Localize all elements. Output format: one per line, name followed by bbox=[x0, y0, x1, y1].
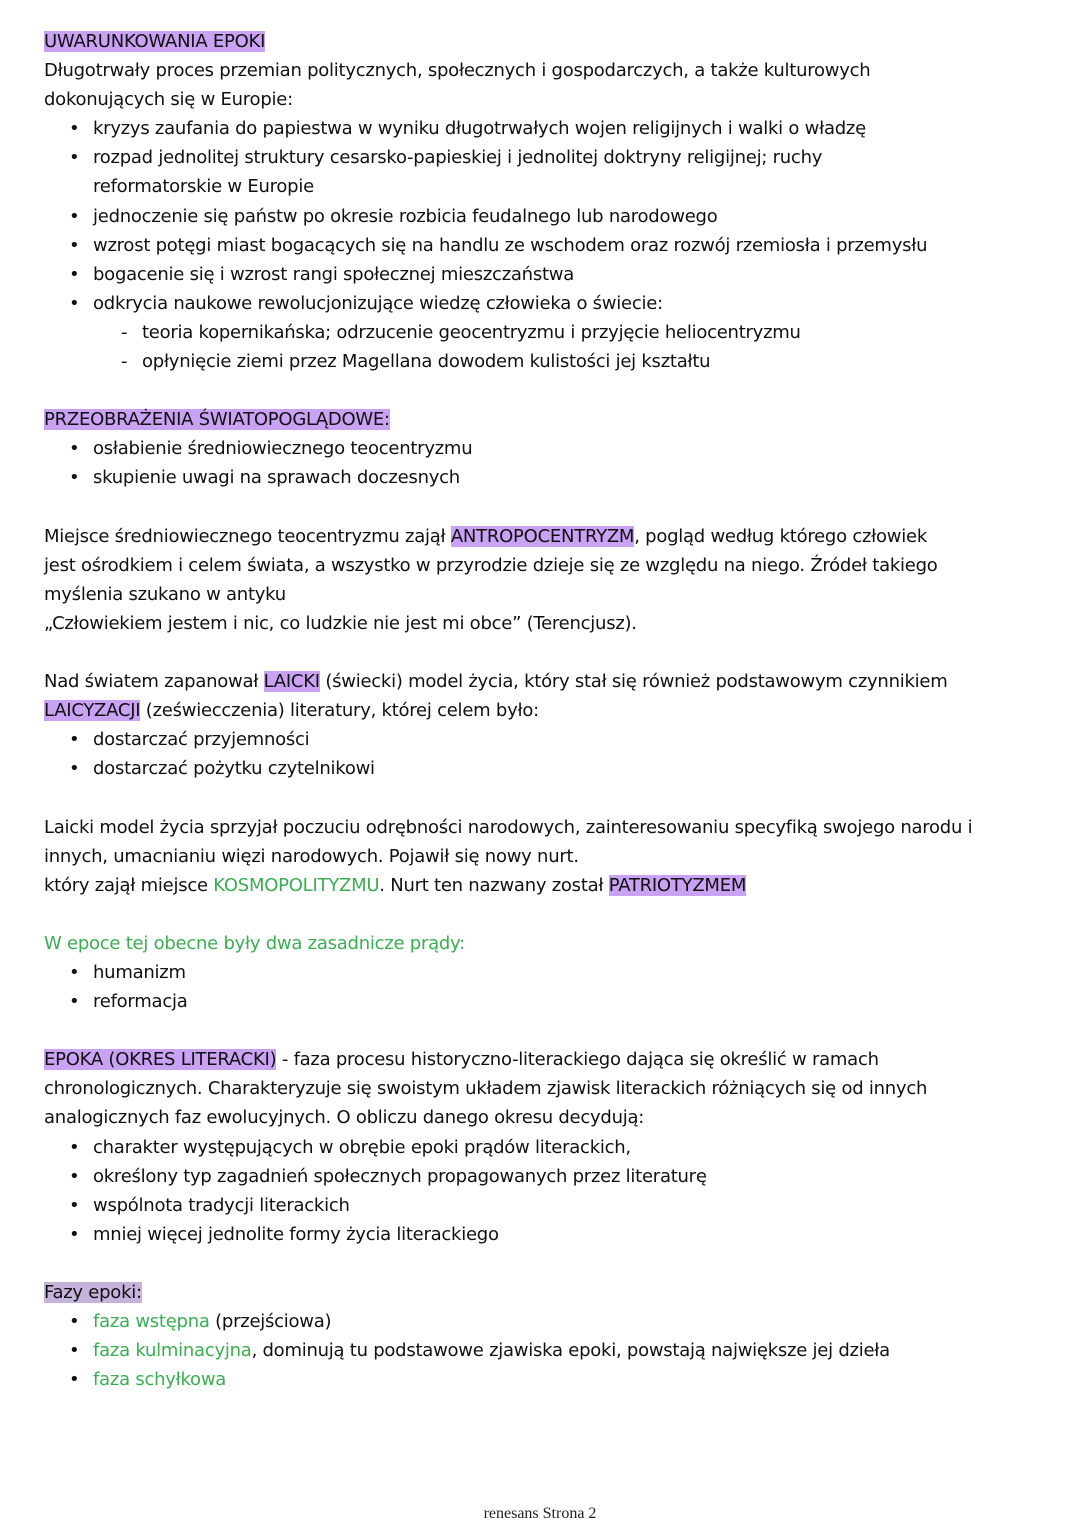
text-line bbox=[44, 405, 1064, 434]
sub-list-item bbox=[44, 347, 1064, 376]
green-text: faza schyłkowa bbox=[93, 1369, 227, 1391]
list-item bbox=[44, 958, 1064, 987]
text-line bbox=[44, 871, 1064, 900]
bullet-icon: • bbox=[69, 292, 80, 314]
list-item bbox=[44, 143, 1064, 172]
text-segment: rozpad jednolitej struktury cesarsko-papieskiej i jednolitej doktryny religijnej; ruchy bbox=[93, 147, 823, 169]
text-segment: reformatorskie w Europie bbox=[93, 176, 314, 198]
list-item bbox=[44, 1220, 1064, 1249]
text-segment: humanizm bbox=[93, 962, 186, 983]
document-body bbox=[44, 27, 1064, 1394]
blank-line bbox=[44, 376, 1064, 405]
text-segment: „Człowiekiem jestem i nic, co ludzkie nie jest mi obce” (Terencjusz). bbox=[44, 612, 637, 634]
text-line bbox=[44, 56, 1064, 85]
bullet-icon: • bbox=[69, 729, 80, 751]
bullet-icon: • bbox=[69, 991, 80, 1013]
text-segment: Nad światem zapanował bbox=[44, 671, 264, 693]
text-line bbox=[44, 813, 1064, 842]
text-line bbox=[44, 27, 1064, 56]
text-line bbox=[44, 1103, 1064, 1132]
text-segment: jest ośrodkiem i celem świata, a wszystko w przyrodzie dzieje się ze względu na niego. Źródeł takiego bbox=[44, 554, 938, 576]
text-segment: (przejściowa) bbox=[209, 1311, 332, 1333]
list-item bbox=[44, 231, 1064, 260]
highlighted-term: UWARUNKOWANIA EPOKI bbox=[44, 31, 266, 52]
text-segment: - faza procesu historyczno-literackiego dająca się określić w ramach bbox=[276, 1049, 879, 1071]
text-segment: jednoczenie się państw po okresie rozbicia feudalnego lub narodowego bbox=[93, 205, 718, 227]
highlighted-term: PATRIOTYZMEM bbox=[608, 874, 747, 896]
text-segment: dostarczać pożytku czytelnikowi bbox=[93, 758, 375, 780]
list-item bbox=[44, 202, 1064, 231]
text-segment: odkrycia naukowe rewolucjonizujące wiedzę człowieka o świecie: bbox=[93, 292, 663, 314]
text-segment: (zeświecczenia) literatury, której celem było: bbox=[140, 700, 539, 722]
blank-line bbox=[44, 1016, 1064, 1045]
text-segment: reformacja bbox=[93, 991, 188, 1013]
bullet-icon: • bbox=[69, 234, 80, 256]
bullet-icon: • bbox=[69, 1340, 80, 1362]
text-segment: . Nurt ten nazwany został bbox=[379, 874, 609, 896]
text-segment: Długotrwały proces przemian politycznych, społecznych i gospodarczych, a także kulturowych bbox=[44, 60, 871, 82]
text-segment: wspólnota tradycji literackich bbox=[93, 1194, 350, 1216]
text-segment: dokonujących się w Europie: bbox=[44, 89, 293, 111]
text-segment: osłabienie średniowiecznego teocentryzmu bbox=[93, 438, 473, 460]
text-segment: , pogląd według którego człowiek bbox=[634, 525, 928, 547]
highlighted-term: ANTROPOCENTRYZM bbox=[450, 525, 635, 547]
bullet-icon: • bbox=[69, 1311, 80, 1333]
list-item bbox=[44, 434, 1064, 463]
text-segment: mniej więcej jednolite formy życia literackiego bbox=[93, 1223, 499, 1245]
bullet-icon: • bbox=[69, 1194, 80, 1216]
text-segment: określony typ zagadnień społecznych propagowanych przez literaturę bbox=[93, 1165, 707, 1187]
highlighted-term: LAICKI bbox=[263, 671, 320, 693]
text-segment: Laicki model życia sprzyjał poczuciu odrębności narodowych, zainteresowaniu specyfiką swojego narodu i bbox=[44, 816, 973, 838]
text-segment: myślenia szukano w antyku bbox=[44, 583, 286, 605]
blank-line bbox=[44, 493, 1064, 522]
list-item bbox=[44, 754, 1064, 783]
list-item bbox=[44, 725, 1064, 754]
text-segment: który zajął miejsce bbox=[44, 874, 214, 896]
text-segment: kryzys zaufania do papiestwa w wyniku długotrwałych wojen religijnych i walki o władzę bbox=[93, 118, 866, 140]
green-text: KOSMOPOLITYZMU bbox=[213, 874, 380, 896]
text-segment: Miejsce średniowiecznego teocentryzmu zajął bbox=[44, 525, 451, 547]
text-line bbox=[44, 1045, 1064, 1074]
blank-line bbox=[44, 1249, 1064, 1278]
highlighted-term: EPOKA (OKRES LITERACKI) bbox=[44, 1049, 277, 1071]
page-footer: renesans Strona 2 bbox=[483, 1505, 597, 1522]
text-segment: dostarczać przyjemności bbox=[93, 729, 310, 751]
highlighted-term: Fazy epoki: bbox=[44, 1282, 142, 1304]
text-segment: chronologicznych. Charakteryzuje się swoistym układem zjawisk literackich różniących się od innych bbox=[44, 1078, 928, 1100]
text-line bbox=[44, 1278, 1064, 1307]
list-item bbox=[44, 260, 1064, 289]
text-line bbox=[44, 842, 1064, 871]
blank-line bbox=[44, 783, 1064, 812]
text-segment: charakter występujących w obrębie epoki prądów literackich, bbox=[93, 1136, 631, 1158]
list-item bbox=[44, 1307, 1064, 1336]
text-segment: opłynięcie ziemi przez Magellana dowodem kulistości jej kształtu bbox=[142, 351, 711, 373]
text-line bbox=[44, 551, 1064, 580]
list-item bbox=[44, 463, 1064, 492]
text-line bbox=[44, 1074, 1064, 1103]
bullet-icon: • bbox=[69, 467, 80, 489]
list-item bbox=[44, 987, 1064, 1016]
bullet-icon: • bbox=[69, 1369, 80, 1391]
list-item bbox=[44, 1365, 1064, 1394]
text-line bbox=[44, 609, 1064, 638]
text-segment: innych, umacnianiu więzi narodowych. Pojawił się nowy nurt. bbox=[44, 845, 579, 867]
text-segment: teoria kopernikańska; odrzucenie geocentryzmu i przyjęcie heliocentryzmu bbox=[142, 321, 801, 343]
bullet-icon: • bbox=[69, 1223, 80, 1245]
text-segment: analogicznych faz ewolucyjnych. O obliczu danego okresu decydują: bbox=[44, 1107, 645, 1129]
bullet-icon: • bbox=[69, 118, 80, 140]
list-item bbox=[44, 289, 1064, 318]
list-item bbox=[44, 1162, 1064, 1191]
text-line bbox=[44, 696, 1064, 725]
text-segment: wzrost potęgi miast bogacących się na handlu ze wschodem oraz rozwój rzemiosła i przemysłu bbox=[93, 234, 928, 256]
text-line bbox=[44, 85, 1064, 114]
list-item bbox=[44, 1336, 1064, 1365]
highlighted-term: PRZEOBRAŻENIA ŚWIATOPOGLĄDOWE: bbox=[44, 409, 390, 431]
green-text: faza wstępna bbox=[93, 1311, 210, 1333]
blank-line bbox=[44, 900, 1064, 929]
text-line bbox=[44, 929, 1064, 958]
dash-icon: - bbox=[121, 321, 128, 343]
bullet-icon: • bbox=[69, 1136, 80, 1158]
bullet-icon: • bbox=[69, 147, 80, 169]
bullet-icon: • bbox=[69, 438, 80, 460]
text-line bbox=[44, 667, 1064, 696]
sub-list-item bbox=[44, 318, 1064, 347]
text-segment: (świecki) model życia, który stał się również podstawowym czynnikiem bbox=[319, 671, 948, 693]
list-item bbox=[44, 172, 1064, 201]
text-line bbox=[44, 522, 1064, 551]
highlighted-term: LAICYZACJI bbox=[44, 700, 141, 722]
bullet-icon: • bbox=[69, 263, 80, 285]
green-text: faza kulminacyjna bbox=[93, 1340, 252, 1362]
dash-icon: - bbox=[121, 351, 128, 373]
list-item bbox=[44, 114, 1064, 143]
text-segment: bogacenie się i wzrost rangi społecznej mieszczaństwa bbox=[93, 263, 575, 285]
text-segment: , dominują tu podstawowe zjawiska epoki, powstają największe jej dzieła bbox=[251, 1340, 890, 1362]
blank-line bbox=[44, 638, 1064, 667]
bullet-icon: • bbox=[69, 1165, 80, 1187]
text-segment: skupienie uwagi na sprawach doczesnych bbox=[93, 467, 460, 489]
text-line bbox=[44, 580, 1064, 609]
bullet-icon: • bbox=[69, 962, 80, 983]
list-item bbox=[44, 1133, 1064, 1162]
bullet-icon: • bbox=[69, 205, 80, 227]
list-item bbox=[44, 1191, 1064, 1220]
bullet-icon: • bbox=[69, 758, 80, 780]
green-text: W epoce tej obecne były dwa zasadnicze prądy: bbox=[44, 932, 465, 954]
